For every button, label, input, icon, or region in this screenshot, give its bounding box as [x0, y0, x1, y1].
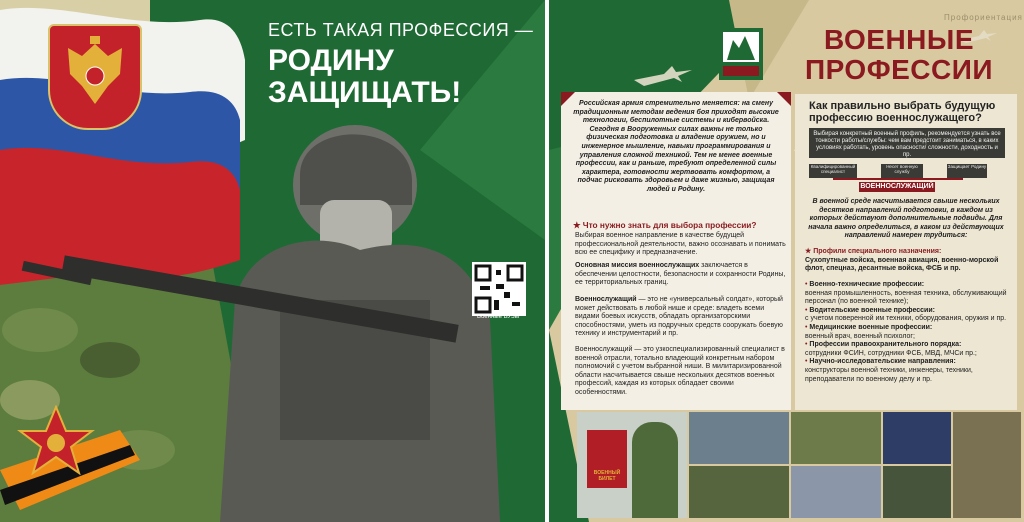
list-item-text: военный врач, военный психолог; [805, 332, 915, 340]
photo-strip [577, 412, 1021, 518]
photo-marching-troops [689, 466, 789, 518]
directions-paragraph: В военной среде насчитывается свыше нескольких десятков направлений подготовки, в каждом из которых действуют дополнительные подвиды. Для начала важно определиться, в каком из действующих направлений намерен трудиться: [808, 198, 1004, 240]
profession-list [805, 281, 1009, 384]
bullet-icon: • [805, 306, 810, 314]
list-item-heading: Медицинские военные профессии: [809, 323, 933, 331]
title-line-2: ПРОФЕССИИ [805, 54, 993, 85]
order-star-icon [16, 405, 96, 475]
list-item-heading: Профессии правоохранительного порядка: [809, 341, 962, 349]
connector-line [833, 178, 963, 180]
right-question-heading: Как правильно выбрать будущую профессию военнослужащего? [809, 100, 996, 124]
photo-driver [953, 412, 1021, 518]
list-item-text: сотрудники ФСИН, сотрудники ФСБ, МВД, МЧСи пр.; [805, 349, 977, 357]
paragraph-4: Военнослужащий — это узкоспециализированный специалист в военной отрасли, тотально владеющий конкретным набором полномочий с учетом выбранной ниши. В милитаризированной области насчитывается свыше нескольких десятков военных профессий, каждая из которых обладает своими особенностями. [575, 346, 785, 396]
coat-of-arms-emblem [48, 24, 142, 130]
star-bullet-icon: ★ [573, 220, 583, 230]
qr-code[interactable] [472, 262, 526, 316]
military-id-book [587, 430, 627, 488]
photo-police-patrol [791, 466, 881, 518]
paragraph-3-bold: Военнослужащий [575, 296, 637, 303]
bullet-icon: • [805, 281, 810, 288]
bullet-icon: • [805, 341, 810, 349]
list-item [805, 307, 1009, 324]
special-profiles-heading: Профили специального назначения: [813, 248, 942, 255]
headline-top: ЕСТЬ ТАКАЯ ПРОФЕССИЯ — [268, 20, 534, 40]
left-text-card [561, 92, 791, 410]
list-item [805, 358, 1009, 384]
advice-box: Выбирая конкретный военный профиль, рекомендуется узнать все тонкости работы/службы: чем вам предстоит заниматься, в каких условиях работать, уровень опасности/ сложности, доходность и пр. [809, 128, 1005, 158]
bullet-icon: • [805, 358, 810, 366]
title-line-1: ВОЕННЫЕ [823, 24, 974, 55]
list-item-text: конструкторы военной техники, инженеры, техники, преподаватели по военному делу и пр. [805, 366, 973, 383]
photo-parade-guard [883, 412, 951, 464]
double-headed-eagle-icon [50, 26, 140, 126]
section-label: Профориентация [944, 13, 1023, 22]
special-profiles-text: Сухопутные войска, военная авиация, военно-морской флот, спецназ, десантные войска, ФСБ и пр. [805, 256, 999, 273]
paragraph-1: Выбирая военное направление в качестве будущей профессиональной деятельности, важно осознавать и понимать всю ее специфику и предназначение. [575, 232, 786, 257]
star-bullet-icon: ★ [805, 248, 814, 255]
list-item-heading: Научно-исследовательские направления: [809, 358, 956, 366]
list-item [805, 281, 1009, 307]
list-item-heading: Военно-технические профессии: [809, 281, 925, 288]
monument-logo-icon [719, 28, 763, 80]
photo-pilot [689, 412, 789, 464]
logo-block [719, 28, 763, 80]
question-heading-1 [573, 220, 785, 230]
bullet-icon: • [805, 323, 810, 331]
intro-paragraph: Российская армия стремительно меняется: на смену традиционным методам ведения боя приходят высокие технологии, беспилотные системы и кибервойска. Сегодня в Вооруженных силах важны не только физическая подготовка и владение оружием, но и инженерное мышление, навыки программирования и управления сложной техникой. Тем не менее военные профессии, как и раньше, требуют определенной силы характера, готовности жертвовать комфортом, а подчас рисковать здоровьем и даже жизнью, защищая людей и Родину. [573, 100, 779, 193]
photo-military-id [577, 412, 687, 518]
special-profiles [805, 248, 1009, 274]
paragraph-3-text: — это не «универсальный солдат», который может действовать в любой нише и среде: владеть всеми видами боевых искусств, обладать организаторскими способностями, уметь из подручных средств сооружать боевую технику и инструментарий и пр. [575, 296, 783, 338]
list-item [805, 324, 1009, 341]
photo-field-training [791, 412, 881, 464]
paragraph-2-bold: Основная миссия военнослужащих [575, 262, 700, 269]
soldier-figure [632, 422, 678, 518]
trait-box-3: Защищает Родину [947, 164, 987, 178]
qr-code-icon [474, 264, 524, 314]
right-panel [549, 0, 1024, 522]
question-heading-1-text: Что нужно знать для выбора профессии? [582, 220, 757, 230]
headline-main-line-2: ЗАЩИЩАТЬ! [268, 76, 462, 109]
right-text-card [795, 94, 1017, 410]
qr-code-label: Военные ВУЗы [476, 314, 520, 320]
paragraph-2 [575, 262, 787, 288]
photo-special-forces [883, 466, 951, 518]
trait-box-1: Квалифицированный специалист [809, 164, 857, 178]
headline-main-line-1: РОДИНУ [268, 44, 394, 77]
list-item [805, 341, 1009, 358]
list-item-text: с учетом поверенной им техники, оборудования, оружия и пр. [805, 315, 1007, 323]
trait-box-2: Несет военную службу [881, 164, 923, 178]
paragraph-2-text: заключается в обеспечении целостности, безопасности и сохранности Родины, ее территориальных границ. [575, 262, 786, 287]
list-item-heading: Водительские военные профессии: [809, 306, 935, 314]
paragraph-3 [575, 296, 787, 339]
serviceman-badge: ВОЕННОСЛУЖАЩИЙ [860, 183, 934, 190]
military-id-label: ВОЕННЫЙ БИЛЕТ [593, 470, 621, 482]
list-item-text: военная промышленность, военная техника, обслуживающий персонал (по военной технике); [805, 289, 1007, 306]
